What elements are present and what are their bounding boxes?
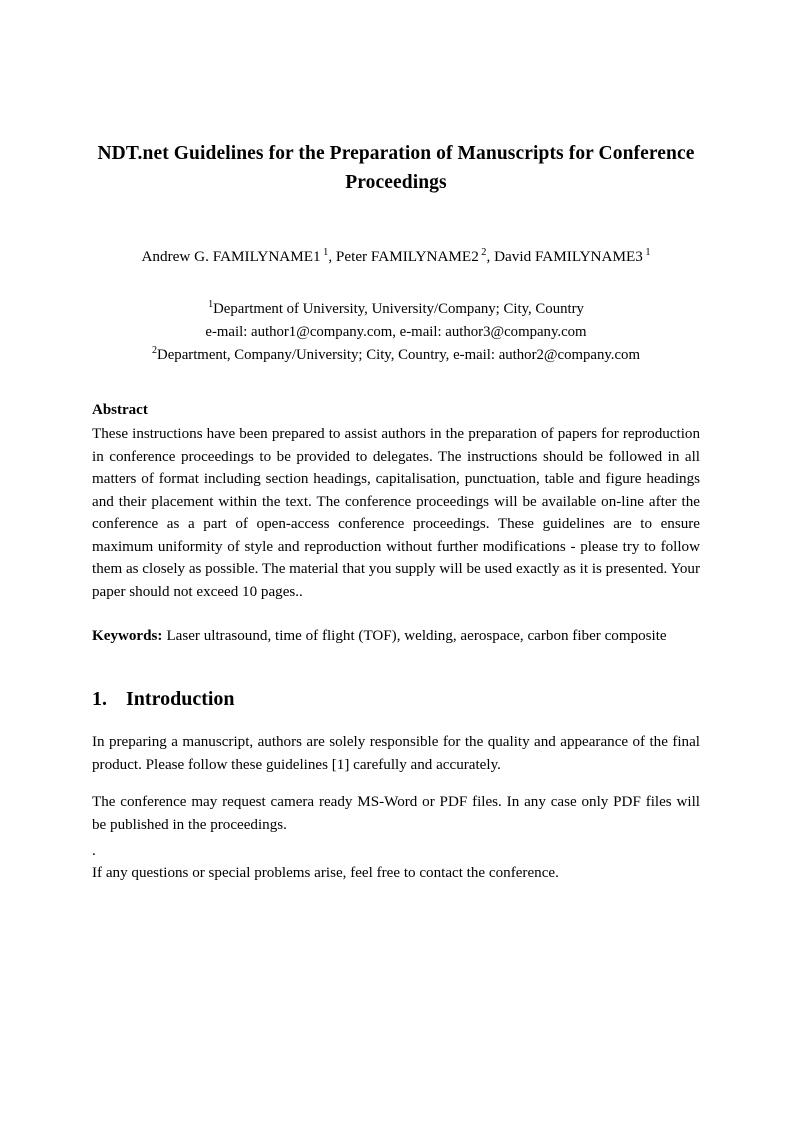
keywords-line (92, 604, 700, 648)
author-name-3: David FAMILYNAME3 (494, 247, 643, 265)
section-title: Introduction (126, 688, 235, 711)
affiliation-text-1: Department of University, University/Company; City, Country (213, 300, 584, 317)
page-content (92, 0, 700, 885)
abstract-text: These instructions have been prepared to assist authors in the preparation of papers for reproduction in conference proceedings to be provided to delegates. The instructions should be followed in all matters of format including section headings, capitalisation, punctuation, table and figure headings and their placement within the text. The conference proceedings will be available on-line after the conference as a part of open-access conference proceedings. These guidelines are to ensure maximum uniformity of style and reproduction without further modifications - please try to follow them as closely as possible. The material that you supply will be used exactly as it is presented. Your paper should not exceed 10 pages.. (92, 426, 700, 600)
authors-line (92, 198, 700, 268)
section-heading-introduction (92, 647, 700, 715)
abstract-heading: Abstract (92, 401, 148, 418)
author-separator-1: , (328, 247, 336, 265)
author-name-2: Peter FAMILYNAME2 (335, 247, 479, 265)
affiliations-block (92, 268, 700, 367)
section-number: 1. (92, 688, 107, 711)
affiliation-text-2: e-mail: author1@company.com, e-mail: author3@company.com (205, 323, 587, 340)
keywords-list: Laser ultrasound, time of flight (TOF), welding, aerospace, carbon fiber composite (166, 627, 667, 644)
affiliation-text-3: Department, Company/University; City, Country, e-mail: author2@company.com (157, 346, 640, 363)
paragraph-2: The conference may request camera ready MS-Word or PDF files. In any case only PDF files will be published in the proceedings. (92, 794, 700, 833)
abstract-section (92, 367, 700, 604)
author-name-1: Andrew G. FAMILYNAME1 (141, 247, 321, 265)
affiliation-line-2 (92, 321, 700, 344)
affiliation-line-3 (92, 344, 700, 367)
author-affiliation-marker-3: 1 (645, 246, 651, 258)
keywords-label: Keywords: (92, 627, 163, 644)
affiliation-line-1 (92, 298, 700, 321)
author-affiliation-marker-1: 1 (323, 246, 329, 258)
paragraph-3: If any questions or special problems arise, feel free to contact the conference. (92, 865, 559, 882)
affiliation-marker-3: 2 (152, 344, 158, 356)
author-affiliation-marker-2: 2 (481, 246, 487, 258)
author-separator-2: , (486, 247, 495, 265)
affiliation-marker-1: 1 (208, 298, 214, 310)
stray-period-line: . (92, 843, 96, 860)
paragraph-1: In preparing a manuscript, authors are solely responsible for the quality and appearance of the final product. Please follow these guidelines [1] carefully and accurately. (92, 734, 700, 773)
page-title: NDT.net Guidelines for the Preparation of Manuscripts for Conference Proceedings (97, 143, 695, 193)
